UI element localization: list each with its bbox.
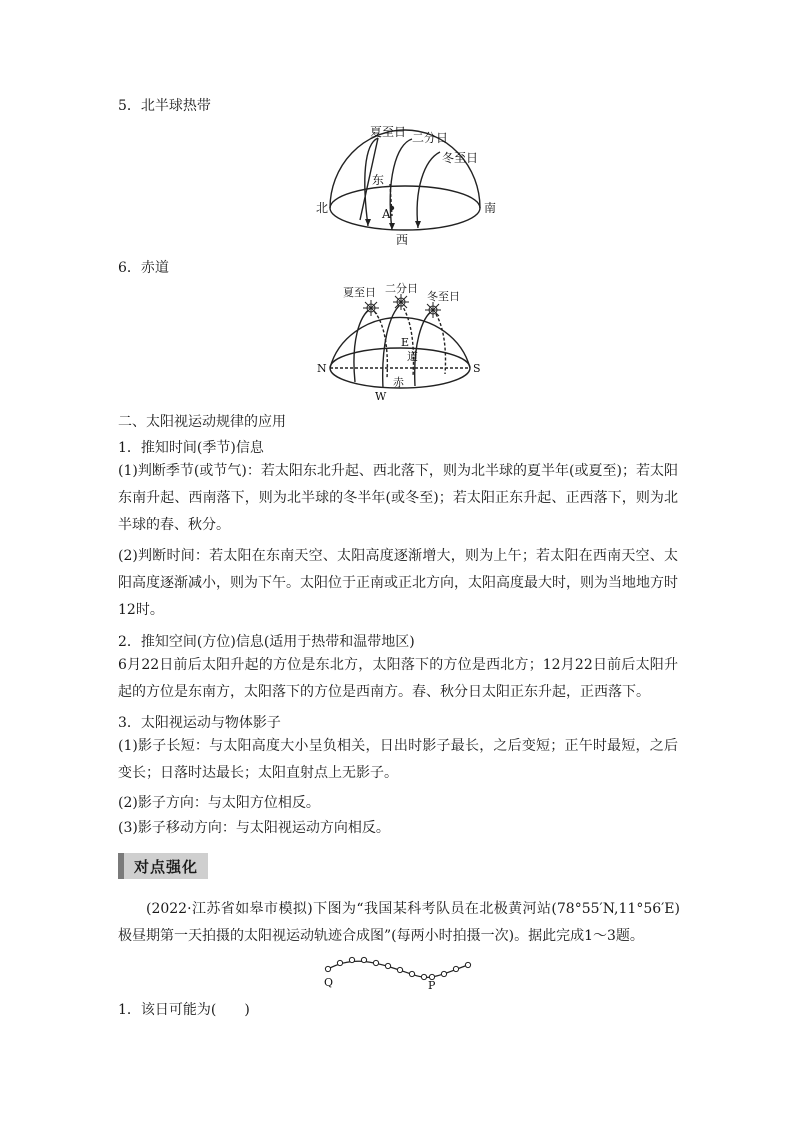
trajectory-point bbox=[397, 967, 402, 972]
practice-intro: (2022·江苏省如皋市模拟)下图为“我国某科考队员在北极黄河站(78°55′N,11°56′E)极昼期第一天拍摄的太阳视运动轨迹合成图”(每两小时拍摄一次)。据此完成1～3题。 bbox=[118, 901, 680, 944]
label-north: 北 bbox=[316, 201, 329, 215]
trajectory-point bbox=[385, 963, 390, 968]
label-equinox: 二分日 bbox=[412, 131, 449, 145]
paragraph-direction: 6月22日前后太阳升起的方位是东北方，太阳落下的方位是西北方；12月22日前后太阳升起的方位是东南方，太阳落下的方位是西南方。春、秋分日太阳正东升起，正西落下。 bbox=[118, 657, 678, 700]
sun-trajectory-diagram bbox=[320, 955, 480, 991]
label-point-a: A bbox=[382, 207, 391, 221]
trajectory-point bbox=[349, 957, 354, 962]
arrow-winter bbox=[415, 221, 421, 228]
trajectory-point bbox=[465, 962, 470, 967]
practice-banner bbox=[118, 853, 208, 879]
equinox-path bbox=[390, 139, 412, 230]
question-1: 1．该日可能为( ) bbox=[118, 1002, 250, 1018]
heading-2: 2．推知空间(方位)信息(适用于热带和温带地区) bbox=[118, 634, 415, 650]
horizon-ellipse bbox=[330, 186, 480, 230]
label-south: 南 bbox=[484, 201, 497, 215]
label-summer: 夏至日 bbox=[370, 125, 407, 139]
sun-icon-equinox bbox=[393, 294, 409, 310]
label-q: Q bbox=[324, 976, 334, 989]
paragraph-shadow-direction: (2)影子方向：与太阳方位相反。 bbox=[118, 795, 320, 811]
winter-path bbox=[417, 152, 440, 228]
paragraph-shadow-movement: (3)影子移动方向：与太阳视运动方向相反。 bbox=[118, 820, 390, 836]
dome-outline-2 bbox=[330, 317, 470, 368]
label-equinox-2: 二分日 bbox=[385, 282, 418, 295]
trajectory-point bbox=[337, 960, 342, 965]
heading-3: 3．太阳视运动与物体影子 bbox=[118, 715, 281, 731]
winter-back bbox=[433, 310, 446, 374]
label-chi: 赤 bbox=[393, 376, 404, 389]
part-2-heading: 二、太阳视运动规律的应用 bbox=[118, 414, 286, 430]
label-summer-2: 夏至日 bbox=[343, 286, 376, 299]
label-winter-2: 冬至日 bbox=[427, 290, 460, 303]
label-e: E bbox=[401, 336, 410, 349]
tropic-sun-path-diagram bbox=[300, 120, 500, 250]
label-dao: 道 bbox=[407, 350, 418, 363]
trajectory-point bbox=[453, 966, 458, 971]
label-p: P bbox=[428, 979, 436, 991]
trajectory-points bbox=[325, 957, 470, 979]
paragraph-shadow-length: (1)影子长短：与太阳高度大小呈负相关，日出时影子最长，之后变短；正午时最短，之后变长；日落时达最长；太阳直射点上无影子。 bbox=[118, 738, 678, 781]
label-west: 西 bbox=[396, 233, 409, 247]
label-w: W bbox=[375, 390, 387, 403]
arrow-summer bbox=[365, 219, 371, 226]
sun-icon-winter bbox=[425, 302, 441, 318]
section-6-title: 6．赤道 bbox=[118, 260, 169, 276]
trajectory-point bbox=[409, 971, 414, 976]
trajectory-point bbox=[421, 974, 426, 979]
label-n: N bbox=[317, 362, 327, 375]
point-q bbox=[325, 966, 330, 971]
heading-1: 1．推知时间(季节)信息 bbox=[118, 440, 264, 456]
trajectory-point bbox=[441, 971, 446, 976]
practice-banner-label: 对点强化 bbox=[134, 858, 199, 876]
label-east: 东 bbox=[372, 173, 385, 187]
sun-icon-summer bbox=[363, 300, 379, 316]
equator-sun-path-diagram bbox=[315, 282, 490, 404]
dome-outline bbox=[330, 130, 480, 208]
label-winter: 冬至日 bbox=[442, 151, 479, 165]
trajectory-point bbox=[373, 960, 378, 965]
paragraph-season: (1)判断季节(或节气)：若太阳东北升起、西北落下，则为北半球的夏半年(或夏至)；若太阳东南升起、西南落下，则为北半球的冬半年(或冬至)；若太阳正东升起、正西落下，则为北半球的春、秋分。 bbox=[118, 463, 678, 533]
section-5-title: 5．北半球热带 bbox=[118, 98, 211, 114]
paragraph-time: (2)判断时间：若太阳在东南天空、太阳高度逐渐增大，则为上午；若太阳在西南天空、太阳高度逐渐减小，则为下午。太阳位于正南或正北方向，太阳高度最大时，则为当地地方时12时。 bbox=[118, 548, 678, 618]
trajectory-point bbox=[361, 957, 366, 962]
summer-path-2 bbox=[354, 308, 371, 382]
label-s: S bbox=[473, 362, 481, 375]
